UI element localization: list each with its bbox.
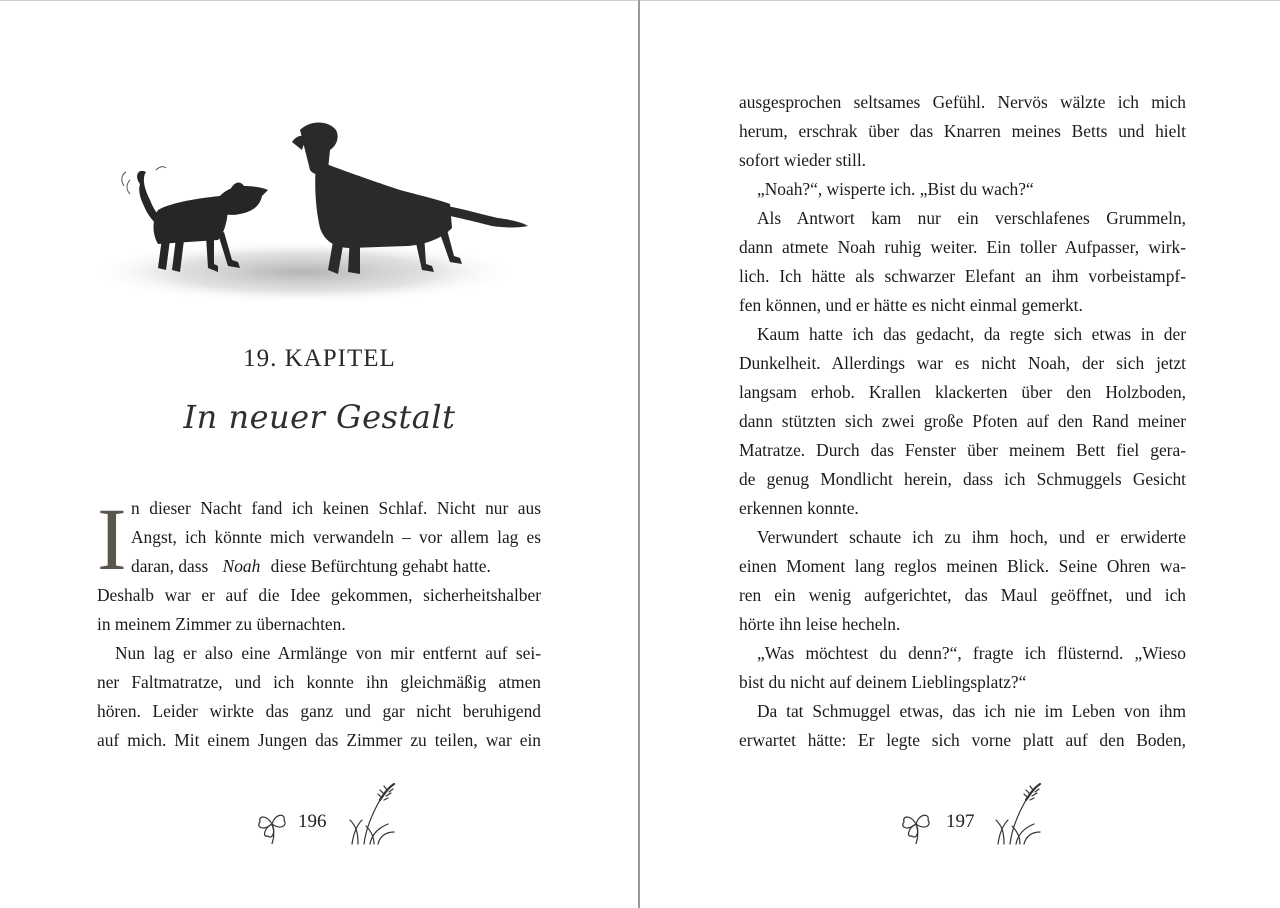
text-line: de genug Mondlicht herein, dass ich Schmuggels Gesicht	[739, 469, 1186, 489]
text-line	[131, 552, 541, 581]
left-page	[0, 0, 639, 908]
text-line: „Was möchtest du denn?“, fragte ich flüsternd. „Wieso	[757, 643, 1186, 663]
text-line: dann atmete Noah ruhig weiter. Ein toller Aufpasser, wirk-	[739, 237, 1186, 257]
text-line: Deshalb war er auf die Idee gekommen, sicherheitshalber	[97, 585, 541, 605]
text-line: Als Antwort kam nur ein verschlafenes Grummeln,	[757, 208, 1186, 228]
text-segment: diese Befürchtung gehabt hatte.	[270, 556, 491, 576]
text-line: Angst, ich könnte mich verwandeln – vor allem lag es	[131, 527, 541, 547]
grass-icon	[990, 780, 1046, 848]
text-line: Kaum hatte ich das gedacht, da regte sich etwas in der	[757, 324, 1186, 344]
chapter-number: 19. KAPITEL	[243, 345, 396, 372]
text-line: Nun lag er also eine Armlänge von mir entfernt auf sei-	[115, 643, 541, 663]
chapter-title: In neuer Gestalt	[183, 398, 456, 436]
text-line: Dunkelheit. Allerdings war es nicht Noah, der sich jetzt	[739, 353, 1186, 373]
text-line: erwartet hätte: Er legte sich vorne platt auf den Boden,	[739, 730, 1186, 750]
text-line: n dieser Nacht fand ich keinen Schlaf. Nicht nur aus	[131, 498, 541, 518]
drop-cap: I	[97, 491, 127, 589]
text-line: bist du nicht auf deinem Lieblingsplatz?“	[739, 672, 1027, 692]
text-line: in meinem Zimmer zu übernachten.	[97, 614, 346, 634]
clover-icon	[898, 806, 934, 846]
book-gutter	[638, 0, 640, 908]
text-line: einen Moment lang reglos meinen Blick. Seine Ohren wa-	[739, 556, 1186, 576]
text-line: erkennen konnte.	[739, 498, 859, 518]
text-segment: daran, dass	[131, 556, 209, 576]
page-number: 196	[298, 811, 327, 832]
text-line: Matratze. Durch das Fenster über meinem Bett fiel gera-	[739, 440, 1186, 460]
grass-icon	[344, 780, 400, 848]
text-line: Da tat Schmuggel etwas, das ich nie im Leben von ihm	[757, 701, 1186, 721]
text-line: lich. Ich hätte als schwarzer Elefant an ihm vorbeistampf-	[739, 266, 1186, 286]
text-line: ausgesprochen seltsames Gefühl. Nervös wälzte ich mich	[739, 92, 1186, 112]
text-line: „Noah?“, wisperte ich. „Bist du wach?“	[757, 179, 1034, 199]
text-line: hören. Leider wirkte das ganz und gar nicht beruhigend	[97, 701, 541, 721]
clover-icon	[254, 806, 290, 846]
text-line: herum, erschrak über das Knarren meines Betts und hielt	[739, 121, 1186, 141]
text-line: fen können, und er hätte es nicht einmal gemerkt.	[739, 295, 1083, 315]
two-dogs-illustration-icon	[88, 110, 538, 310]
page-number: 197	[946, 811, 975, 832]
text-line: ner Faltmatratze, und ich konnte ihn gleichmäßig atmen	[97, 672, 541, 692]
right-page	[641, 0, 1280, 908]
text-line: dann stützten sich zwei große Pfoten auf den Rand meiner	[739, 411, 1186, 431]
text-line: ren ein wenig aufgerichtet, das Maul geöffnet, und ich	[739, 585, 1186, 605]
text-line: langsam erhob. Krallen klackerten über den Holzboden,	[739, 382, 1186, 402]
text-line: hörte ihn leise hecheln.	[739, 614, 901, 634]
text-line: Verwundert schaute ich zu ihm hoch, und er erwiderte	[757, 527, 1186, 547]
text-line: auf mich. Mit einem Jungen das Zimmer zu teilen, war ein	[97, 730, 541, 750]
text-line: sofort wieder still.	[739, 150, 867, 170]
emphasized-name: Noah	[222, 556, 261, 576]
